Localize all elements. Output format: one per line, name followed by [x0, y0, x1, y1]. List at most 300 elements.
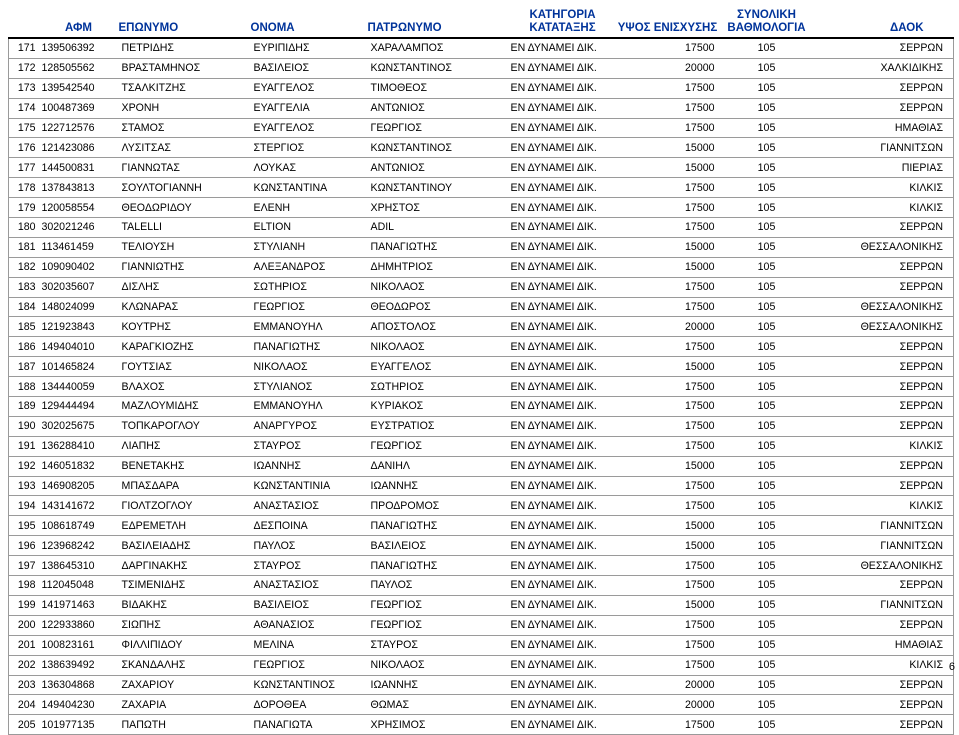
daok-cell: ΚΙΛΚΙΣ: [816, 436, 954, 456]
score-cell: 105: [718, 98, 816, 118]
name-cell: ΑΝΑΣΤΑΣΙΟΣ: [251, 576, 368, 596]
table-row: [9, 615, 954, 635]
afm-cell: 136288410: [39, 436, 119, 456]
amount-cell: 17500: [618, 615, 718, 635]
score-cell: 105: [718, 476, 816, 496]
daok-cell: ΓΙΑΝΝΙΤΣΩΝ: [816, 516, 954, 536]
patronymic-cell: ADIL: [368, 218, 508, 238]
category-cell: ΕΝ ΔΥΝΑΜΕΙ ΔΙΚ.: [508, 635, 618, 655]
patronymic-cell: ΚΩΝΣΤΑΝΤΙΝΟΣ: [368, 58, 508, 78]
patronymic-cell: ΑΝΤΩΝΙΟΣ: [368, 158, 508, 178]
page-number: 6: [948, 661, 955, 673]
category-cell: ΕΝ ΔΥΝΑΜΕΙ ΔΙΚ.: [508, 337, 618, 357]
patronymic-cell: ΚΥΡΙΑΚΟΣ: [368, 397, 508, 417]
surname-cell: TALELLI: [119, 218, 251, 238]
afm-cell: 139542540: [39, 78, 119, 98]
table-row: [9, 655, 954, 675]
table-row: [9, 496, 954, 516]
surname-cell: ΒΛΑΧΟΣ: [119, 377, 251, 397]
category-cell: ΕΝ ΔΥΝΑΜΕΙ ΔΙΚ.: [508, 78, 618, 98]
category-cell: ΕΝ ΔΥΝΑΜΕΙ ΔΙΚ.: [508, 496, 618, 516]
category-cell: ΕΝ ΔΥΝΑΜΕΙ ΔΙΚ.: [508, 297, 618, 317]
header-daok: ΔΑΟΚ: [889, 22, 924, 34]
category-cell: ΕΝ ΔΥΝΑΜΕΙ ΔΙΚ.: [508, 38, 618, 58]
afm-cell: 143141672: [39, 496, 119, 516]
row-index: 196: [9, 536, 39, 556]
daok-cell: ΓΙΑΝΝΙΤΣΩΝ: [816, 138, 954, 158]
score-cell: 105: [718, 595, 816, 615]
score-cell: 105: [718, 257, 816, 277]
score-cell: 105: [718, 416, 816, 436]
patronymic-cell: ΣΩΤΗΡΙΟΣ: [368, 377, 508, 397]
patronymic-cell: ΚΩΝΣΤΑΝΤΙΝΟΥ: [368, 178, 508, 198]
patronymic-cell: ΙΩΑΝΝΗΣ: [368, 675, 508, 695]
afm-cell: 100823161: [39, 635, 119, 655]
afm-cell: 112045048: [39, 576, 119, 596]
patronymic-cell: ΝΙΚΟΛΑΟΣ: [368, 277, 508, 297]
table-body: [9, 38, 954, 735]
category-cell: ΕΝ ΔΥΝΑΜΕΙ ΔΙΚ.: [508, 655, 618, 675]
table-row: [9, 595, 954, 615]
score-cell: 105: [718, 536, 816, 556]
afm-cell: 146908205: [39, 476, 119, 496]
amount-cell: 17500: [618, 218, 718, 238]
table-row: [9, 178, 954, 198]
amount-cell: 17500: [618, 476, 718, 496]
score-cell: 105: [718, 198, 816, 218]
amount-cell: 17500: [618, 655, 718, 675]
surname-cell: ΔΑΡΓΙΝΑΚΗΣ: [119, 556, 251, 576]
score-cell: 105: [718, 38, 816, 58]
amount-cell: 17500: [618, 416, 718, 436]
surname-cell: ΛΙΑΠΗΣ: [119, 436, 251, 456]
amount-cell: 15000: [618, 595, 718, 615]
category-cell: ΕΝ ΔΥΝΑΜΕΙ ΔΙΚ.: [508, 476, 618, 496]
daok-cell: ΠΙΕΡΙΑΣ: [816, 158, 954, 178]
score-cell: 105: [718, 118, 816, 138]
name-cell: ΕΥΑΓΓΕΛΙΑ: [251, 98, 368, 118]
category-cell: ΕΝ ΔΥΝΑΜΕΙ ΔΙΚ.: [508, 516, 618, 536]
afm-cell: 148024099: [39, 297, 119, 317]
name-cell: ΚΩΝΣΤΑΝΤΙΝΟΣ: [251, 675, 368, 695]
amount-cell: 17500: [618, 635, 718, 655]
patronymic-cell: ΑΝΤΩΝΙΟΣ: [368, 98, 508, 118]
surname-cell: ΒΕΝΕΤΑΚΗΣ: [119, 456, 251, 476]
afm-cell: 128505562: [39, 58, 119, 78]
afm-cell: 113461459: [39, 237, 119, 257]
name-cell: ΕΥΑΓΓΕΛΟΣ: [251, 78, 368, 98]
category-cell: ΕΝ ΔΥΝΑΜΕΙ ΔΙΚ.: [508, 615, 618, 635]
category-cell: ΕΝ ΔΥΝΑΜΕΙ ΔΙΚ.: [508, 98, 618, 118]
category-cell: ΕΝ ΔΥΝΑΜΕΙ ΔΙΚ.: [508, 58, 618, 78]
patronymic-cell: ΝΙΚΟΛΑΟΣ: [368, 337, 508, 357]
name-cell: ΓΕΩΡΓΙΟΣ: [251, 297, 368, 317]
patronymic-cell: ΧΡΗΣΤΟΣ: [368, 198, 508, 218]
amount-cell: 20000: [618, 695, 718, 715]
score-cell: 105: [718, 715, 816, 735]
surname-cell: ΤΣΙΜΕΝΙΔΗΣ: [119, 576, 251, 596]
amount-cell: 15000: [618, 456, 718, 476]
category-cell: ΕΝ ΔΥΝΑΜΕΙ ΔΙΚ.: [508, 576, 618, 596]
score-cell: 105: [718, 615, 816, 635]
row-index: 204: [9, 695, 39, 715]
patronymic-cell: ΔΗΜΗΤΡΙΟΣ: [368, 257, 508, 277]
category-cell: ΕΝ ΔΥΝΑΜΕΙ ΔΙΚ.: [508, 158, 618, 178]
amount-cell: 20000: [618, 58, 718, 78]
amount-cell: 17500: [618, 556, 718, 576]
score-cell: 105: [718, 496, 816, 516]
amount-cell: 15000: [618, 536, 718, 556]
patronymic-cell: ΝΙΚΟΛΑΟΣ: [368, 655, 508, 675]
category-cell: ΕΝ ΔΥΝΑΜΕΙ ΔΙΚ.: [508, 218, 618, 238]
name-cell: ΣΩΤΗΡΙΟΣ: [251, 277, 368, 297]
score-cell: 105: [718, 576, 816, 596]
score-cell: 105: [718, 377, 816, 397]
score-cell: 105: [718, 297, 816, 317]
table-row: [9, 695, 954, 715]
amount-cell: 20000: [618, 317, 718, 337]
score-cell: 105: [718, 78, 816, 98]
table-row: [9, 138, 954, 158]
afm-cell: 138639492: [39, 655, 119, 675]
table-row: [9, 297, 954, 317]
row-index: 171: [9, 38, 39, 58]
daok-cell: ΓΙΑΝΝΙΤΣΩΝ: [816, 536, 954, 556]
row-index: 200: [9, 615, 39, 635]
afm-cell: 122712576: [39, 118, 119, 138]
patronymic-cell: ΒΑΣΙΛΕΙΟΣ: [368, 536, 508, 556]
row-index: 173: [9, 78, 39, 98]
daok-cell: ΘΕΣΣΑΛΟΝΙΚΗΣ: [816, 237, 954, 257]
category-cell: ΕΝ ΔΥΝΑΜΕΙ ΔΙΚ.: [508, 138, 618, 158]
daok-cell: ΣΕΡΡΩΝ: [816, 695, 954, 715]
header-surname: ΕΠΩΝΥΜΟ: [118, 22, 179, 34]
afm-cell: 121923843: [39, 317, 119, 337]
surname-cell: ΒΙΔΑΚΗΣ: [119, 595, 251, 615]
afm-cell: 108618749: [39, 516, 119, 536]
daok-cell: ΣΕΡΡΩΝ: [816, 377, 954, 397]
header-name: ΟΝΟΜΑ: [250, 22, 295, 34]
afm-cell: 136304868: [39, 675, 119, 695]
category-cell: ΕΝ ΔΥΝΑΜΕΙ ΔΙΚ.: [508, 595, 618, 615]
row-index: 203: [9, 675, 39, 695]
table-row: [9, 635, 954, 655]
amount-cell: 15000: [618, 138, 718, 158]
name-cell: ΑΛΕΞΑΝΔΡΟΣ: [251, 257, 368, 277]
amount-cell: 17500: [618, 118, 718, 138]
header-row: [9, 3, 954, 38]
table-row: [9, 397, 954, 417]
category-cell: ΕΝ ΔΥΝΑΜΕΙ ΔΙΚ.: [508, 198, 618, 218]
surname-cell: ΠΑΠΩΤΗ: [119, 715, 251, 735]
row-index: 205: [9, 715, 39, 735]
row-index: 178: [9, 178, 39, 198]
name-cell: ΣΤΥΛΙΑΝΟΣ: [251, 377, 368, 397]
name-cell: ΠΑΥΛΟΣ: [251, 536, 368, 556]
score-cell: 105: [718, 218, 816, 238]
patronymic-cell: ΓΕΩΡΓΙΟΣ: [368, 615, 508, 635]
afm-cell: 302035607: [39, 277, 119, 297]
table-row: [9, 337, 954, 357]
category-cell: ΕΝ ΔΥΝΑΜΕΙ ΔΙΚ.: [508, 257, 618, 277]
daok-cell: ΗΜΑΘΙΑΣ: [816, 635, 954, 655]
patronymic-cell: ΧΡΗΣΙΜΟΣ: [368, 715, 508, 735]
surname-cell: ΖΑΧΑΡΙΟΥ: [119, 675, 251, 695]
name-cell: ΠΑΝΑΓΙΩΤΑ: [251, 715, 368, 735]
category-cell: ΕΝ ΔΥΝΑΜΕΙ ΔΙΚ.: [508, 317, 618, 337]
table-row: [9, 198, 954, 218]
name-cell: ΕΥΡΙΠΙΔΗΣ: [251, 38, 368, 58]
daok-cell: ΚΙΛΚΙΣ: [816, 655, 954, 675]
header-amount: ΥΨΟΣ ΕΝΙΣΧΥΣΗΣ: [617, 22, 718, 34]
table-row: [9, 675, 954, 695]
row-index: 188: [9, 377, 39, 397]
surname-cell: ΜΑΖΛΟΥΜΙΔΗΣ: [119, 397, 251, 417]
score-cell: 105: [718, 178, 816, 198]
category-cell: ΕΝ ΔΥΝΑΜΕΙ ΔΙΚ.: [508, 536, 618, 556]
table-row: [9, 576, 954, 596]
daok-cell: ΚΙΛΚΙΣ: [816, 496, 954, 516]
patronymic-cell: ΑΠΟΣΤΟΛΟΣ: [368, 317, 508, 337]
table-row: [9, 218, 954, 238]
category-cell: ΕΝ ΔΥΝΑΜΕΙ ΔΙΚ.: [508, 436, 618, 456]
score-cell: 105: [718, 337, 816, 357]
row-index: 198: [9, 576, 39, 596]
surname-cell: ΓΟΥΤΣΙΑΣ: [119, 357, 251, 377]
afm-cell: 134440059: [39, 377, 119, 397]
category-cell: ΕΝ ΔΥΝΑΜΕΙ ΔΙΚ.: [508, 237, 618, 257]
score-cell: 105: [718, 58, 816, 78]
header-category: ΚΑΤΗΓΟΡΙΑ ΚΑΤΑΤΑΞΗΣ: [529, 9, 596, 34]
name-cell: ΜΕΛΙΝΑ: [251, 635, 368, 655]
daok-cell: ΣΕΡΡΩΝ: [816, 218, 954, 238]
row-index: 189: [9, 397, 39, 417]
daok-cell: ΣΕΡΡΩΝ: [816, 38, 954, 58]
surname-cell: ΧΡΟΝΗ: [119, 98, 251, 118]
name-cell: ΑΝΑΣΤΑΣΙΟΣ: [251, 496, 368, 516]
patronymic-cell: ΘΩΜΑΣ: [368, 695, 508, 715]
surname-cell: ΓΙΟΛΤΖΟΓΛΟΥ: [119, 496, 251, 516]
patronymic-cell: ΓΕΩΡΓΙΟΣ: [368, 118, 508, 138]
amount-cell: 17500: [618, 198, 718, 218]
surname-cell: ΘΕΟΔΩΡΙΔΟΥ: [119, 198, 251, 218]
row-index: 183: [9, 277, 39, 297]
daok-cell: ΘΕΣΣΑΛΟΝΙΚΗΣ: [816, 317, 954, 337]
header-patronymic: ΠΑΤΡΩΝΥΜΟ: [367, 22, 442, 34]
row-index: 185: [9, 317, 39, 337]
name-cell: ΣΤΕΡΓΙΟΣ: [251, 138, 368, 158]
daok-cell: ΘΕΣΣΑΛΟΝΙΚΗΣ: [816, 297, 954, 317]
score-cell: 105: [718, 357, 816, 377]
patronymic-cell: ΠΑΝΑΓΙΩΤΗΣ: [368, 237, 508, 257]
daok-cell: ΚΙΛΚΙΣ: [816, 198, 954, 218]
category-cell: ΕΝ ΔΥΝΑΜΕΙ ΔΙΚ.: [508, 675, 618, 695]
table-row: [9, 277, 954, 297]
name-cell: ΕΛΕΝΗ: [251, 198, 368, 218]
amount-cell: 20000: [618, 675, 718, 695]
table-row: [9, 377, 954, 397]
row-index: 194: [9, 496, 39, 516]
table-row: [9, 536, 954, 556]
patronymic-cell: ΕΥΣΤΡΑΤΙΟΣ: [368, 416, 508, 436]
row-index: 172: [9, 58, 39, 78]
score-cell: 105: [718, 635, 816, 655]
score-cell: 105: [718, 695, 816, 715]
daok-cell: ΣΕΡΡΩΝ: [816, 98, 954, 118]
table-row: [9, 357, 954, 377]
name-cell: ΑΝΑΡΓΥΡΟΣ: [251, 416, 368, 436]
daok-cell: ΣΕΡΡΩΝ: [816, 476, 954, 496]
daok-cell: ΣΕΡΡΩΝ: [816, 576, 954, 596]
surname-cell: ΚΛΩΝΑΡΑΣ: [119, 297, 251, 317]
amount-cell: 15000: [618, 516, 718, 536]
daok-cell: ΣΕΡΡΩΝ: [816, 456, 954, 476]
row-index: 182: [9, 257, 39, 277]
surname-cell: ΠΕΤΡΙΔΗΣ: [119, 38, 251, 58]
surname-cell: ΖΑΧΑΡΙΑ: [119, 695, 251, 715]
name-cell: ΣΤΥΛΙΑΝΗ: [251, 237, 368, 257]
afm-cell: 149404010: [39, 337, 119, 357]
table-row: [9, 317, 954, 337]
surname-cell: ΚΟΥΤΡΗΣ: [119, 317, 251, 337]
table-row: [9, 436, 954, 456]
score-cell: 105: [718, 397, 816, 417]
row-index: 174: [9, 98, 39, 118]
score-cell: 105: [718, 237, 816, 257]
name-cell: ΔΟΡΟΘΕΑ: [251, 695, 368, 715]
daok-cell: ΘΕΣΣΑΛΟΝΙΚΗΣ: [816, 556, 954, 576]
surname-cell: ΣΙΩΠΗΣ: [119, 615, 251, 635]
name-cell: ΑΘΑΝΑΣΙΟΣ: [251, 615, 368, 635]
row-index: 193: [9, 476, 39, 496]
row-index: 179: [9, 198, 39, 218]
daok-cell: ΣΕΡΡΩΝ: [816, 416, 954, 436]
name-cell: ΔΕΣΠΟΙΝΑ: [251, 516, 368, 536]
row-index: 176: [9, 138, 39, 158]
row-index: 195: [9, 516, 39, 536]
daok-cell: ΣΕΡΡΩΝ: [816, 78, 954, 98]
daok-cell: ΓΙΑΝΝΙΤΣΩΝ: [816, 595, 954, 615]
afm-cell: 109090402: [39, 257, 119, 277]
score-cell: 105: [718, 158, 816, 178]
header-afm: ΑΦΜ: [64, 22, 92, 34]
row-index: 199: [9, 595, 39, 615]
name-cell: ΣΤΑΥΡΟΣ: [251, 436, 368, 456]
row-index: 177: [9, 158, 39, 178]
patronymic-cell: ΙΩΑΝΝΗΣ: [368, 476, 508, 496]
name-cell: ΕΜΜΑΝΟΥΗΛ: [251, 397, 368, 417]
daok-cell: ΗΜΑΘΙΑΣ: [816, 118, 954, 138]
surname-cell: ΓΙΑΝΝΩΤΑΣ: [119, 158, 251, 178]
daok-cell: ΣΕΡΡΩΝ: [816, 277, 954, 297]
table-row: [9, 476, 954, 496]
surname-cell: ΒΑΣΙΛΕΙΑΔΗΣ: [119, 536, 251, 556]
patronymic-cell: ΠΑΝΑΓΙΩΤΗΣ: [368, 556, 508, 576]
afm-cell: 122933860: [39, 615, 119, 635]
afm-cell: 120058554: [39, 198, 119, 218]
row-index: 191: [9, 436, 39, 456]
row-index: 197: [9, 556, 39, 576]
results-table: [8, 3, 954, 735]
daok-cell: ΧΑΛΚΙΔΙΚΗΣ: [816, 58, 954, 78]
row-index: 184: [9, 297, 39, 317]
afm-cell: 100487369: [39, 98, 119, 118]
afm-cell: 137843813: [39, 178, 119, 198]
patronymic-cell: ΕΥΑΓΓΕΛΟΣ: [368, 357, 508, 377]
name-cell: ΣΤΑΥΡΟΣ: [251, 556, 368, 576]
patronymic-cell: ΣΤΑΥΡΟΣ: [368, 635, 508, 655]
afm-cell: 149404230: [39, 695, 119, 715]
row-index: 201: [9, 635, 39, 655]
surname-cell: ΛΥΣΙΤΣΑΣ: [119, 138, 251, 158]
table-row: [9, 98, 954, 118]
score-cell: 105: [718, 516, 816, 536]
score-cell: 105: [718, 138, 816, 158]
amount-cell: 17500: [618, 496, 718, 516]
amount-cell: 17500: [618, 397, 718, 417]
category-cell: ΕΝ ΔΥΝΑΜΕΙ ΔΙΚ.: [508, 178, 618, 198]
surname-cell: ΜΠΑΣΔΑΡΑ: [119, 476, 251, 496]
name-cell: ΝΙΚΟΛΑΟΣ: [251, 357, 368, 377]
patronymic-cell: ΧΑΡΑΛΑΜΠΟΣ: [368, 38, 508, 58]
surname-cell: ΦΙΛΛΙΠΙΔΟΥ: [119, 635, 251, 655]
name-cell: ΚΩΝΣΤΑΝΤΙΝΑ: [251, 178, 368, 198]
afm-cell: 138645310: [39, 556, 119, 576]
daok-cell: ΣΕΡΡΩΝ: [816, 675, 954, 695]
amount-cell: 15000: [618, 257, 718, 277]
table-row: [9, 715, 954, 735]
row-index: 187: [9, 357, 39, 377]
afm-cell: 123968242: [39, 536, 119, 556]
amount-cell: 17500: [618, 98, 718, 118]
table-row: [9, 158, 954, 178]
surname-cell: ΤΟΠΚΑΡΟΓΛΟΥ: [119, 416, 251, 436]
category-cell: ΕΝ ΔΥΝΑΜΕΙ ΔΙΚ.: [508, 397, 618, 417]
name-cell: ΒΑΣΙΛΕΙΟΣ: [251, 595, 368, 615]
patronymic-cell: ΤΙΜΟΘΕΟΣ: [368, 78, 508, 98]
daok-cell: ΣΕΡΡΩΝ: [816, 397, 954, 417]
afm-cell: 139506392: [39, 38, 119, 58]
name-cell: ΚΩΝΣΤΑΝΤΙΝΙΑ: [251, 476, 368, 496]
category-cell: ΕΝ ΔΥΝΑΜΕΙ ΔΙΚ.: [508, 556, 618, 576]
row-index: 190: [9, 416, 39, 436]
table-row: [9, 257, 954, 277]
amount-cell: 17500: [618, 377, 718, 397]
name-cell: ΕΜΜΑΝΟΥΗΛ: [251, 317, 368, 337]
header-index: [9, 3, 39, 38]
table-row: [9, 516, 954, 536]
surname-cell: ΣΤΑΜΟΣ: [119, 118, 251, 138]
row-index: 186: [9, 337, 39, 357]
patronymic-cell: ΓΕΩΡΓΙΟΣ: [368, 595, 508, 615]
daok-cell: ΣΕΡΡΩΝ: [816, 715, 954, 735]
amount-cell: 17500: [618, 78, 718, 98]
afm-cell: 146051832: [39, 456, 119, 476]
afm-cell: 302025675: [39, 416, 119, 436]
score-cell: 105: [718, 675, 816, 695]
table-row: [9, 58, 954, 78]
table-row: [9, 78, 954, 98]
patronymic-cell: ΓΕΩΡΓΙΟΣ: [368, 436, 508, 456]
table-row: [9, 416, 954, 436]
name-cell: ΕΥΑΓΓΕΛΟΣ: [251, 118, 368, 138]
patronymic-cell: ΠΑΝΑΓΙΩΤΗΣ: [368, 516, 508, 536]
name-cell: ΠΑΝΑΓΙΩΤΗΣ: [251, 337, 368, 357]
surname-cell: ΕΔΡΕΜΕΤΛΗ: [119, 516, 251, 536]
amount-cell: 17500: [618, 277, 718, 297]
afm-cell: 101977135: [39, 715, 119, 735]
category-cell: ΕΝ ΔΥΝΑΜΕΙ ΔΙΚ.: [508, 456, 618, 476]
